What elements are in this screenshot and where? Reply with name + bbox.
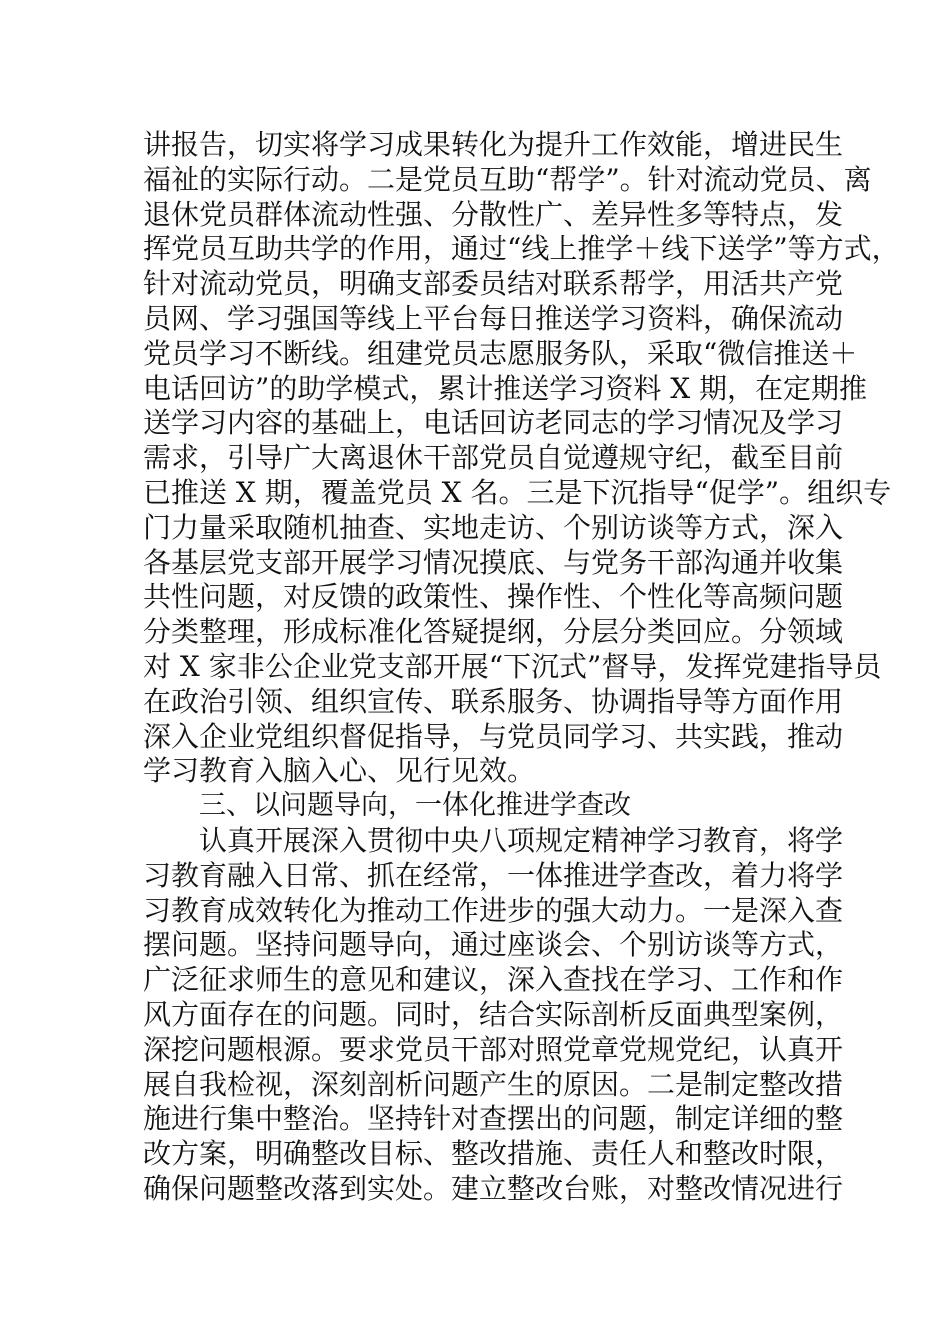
text-line: 对 X 家非公企业党支部开展“下沉式”督导，发挥党建指导员 bbox=[143, 649, 882, 683]
paragraph-2 bbox=[143, 824, 843, 1207]
text-line: 改方案，明确整改目标、整改措施、责任人和整改时限， bbox=[143, 1137, 844, 1171]
text-line: 习教育成效转化为推动工作进步的强大动力。一是深入查 bbox=[143, 893, 844, 927]
section-heading: 三、以问题导向，一体化推进学查改 bbox=[199, 790, 631, 822]
paragraph-1 bbox=[143, 128, 900, 789]
text-line: 需求，引导广大离退休干部党员自觉遵规守纪，截至目前 bbox=[143, 441, 844, 475]
document-body bbox=[143, 128, 900, 1207]
text-line: 各基层党支部开展学习情况摸底、与党务干部沟通并收集 bbox=[143, 545, 844, 579]
text-line: 风方面存在的问题。同时，结合实际剖析反面典型案例， bbox=[143, 997, 844, 1031]
text-line: 分类整理，形成标准化答疑提纲，分层分类回应。分领域 bbox=[143, 615, 844, 649]
text-line: 确保问题整改落到实处。建立整改台账，对整改情况进行 bbox=[143, 1171, 844, 1205]
text-line: 摆问题。坚持问题导向，通过座谈会、个别访谈等方式， bbox=[143, 928, 844, 962]
text-line: 党员学习不断线。组建党员志愿服务队，采取“微信推送＋ bbox=[143, 336, 858, 370]
text-line: 已推送 X 期，覆盖党员 X 名。三是下沉指导“促学”。组织专 bbox=[143, 475, 892, 509]
text-line: 在政治引领、组织宣传、联系服务、协调指导等方面作用 bbox=[143, 684, 844, 718]
text-line: 学习教育入脑入心、见行见效。 bbox=[143, 754, 536, 788]
text-line: 共性问题，对反馈的政策性、操作性、个性化等高频问题 bbox=[143, 580, 844, 614]
text-line: 针对流动党员，明确支部委员结对联系帮学，用活共产党 bbox=[143, 267, 844, 301]
text-line: 门力量采取随机抽查、实地走访、个别访谈等方式，深入 bbox=[143, 510, 844, 544]
text-line: 讲报告，切实将学习成果转化为提升工作效能，增进民生 bbox=[143, 128, 844, 161]
text-line: 员网、学习强国等线上平台每日推送学习资料，确保流动 bbox=[143, 301, 844, 335]
text-line: 送学习内容的基础上，电话回访老同志的学习情况及学习 bbox=[143, 406, 844, 440]
text-line: 广泛征求师生的意见和建议，深入查找在学习、工作和作 bbox=[143, 963, 844, 997]
text-line: 福祉的实际行动。二是党员互助“帮学”。针对流动党员、离 bbox=[143, 162, 872, 196]
text-line: 电话回访”的助学模式，累计推送学习资料 X 期，在定期推 bbox=[143, 371, 868, 405]
text-line: 深入企业党组织督促指导，与党员同学习、共实践，推动 bbox=[143, 719, 844, 753]
text-line: 认真开展深入贯彻中央八项规定精神学习教育，将学 bbox=[199, 823, 844, 857]
text-line: 退休党员群体流动性强、分散性广、差异性多等特点，发 bbox=[143, 197, 844, 231]
text-line: 深挖问题根源。要求党员干部对照党章党规党纪，认真开 bbox=[143, 1032, 844, 1066]
text-line: 施进行集中整治。坚持针对查摆出的问题，制定详细的整 bbox=[143, 1102, 844, 1136]
text-line: 展自我检视，深刻剖析问题产生的原因。二是制定整改措 bbox=[143, 1067, 844, 1101]
text-line: 挥党员互助共学的作用，通过“线上推学＋线下送学”等方式， bbox=[143, 232, 900, 266]
text-line: 习教育融入日常、抓在经常，一体推进学查改，着力将学 bbox=[143, 858, 844, 892]
